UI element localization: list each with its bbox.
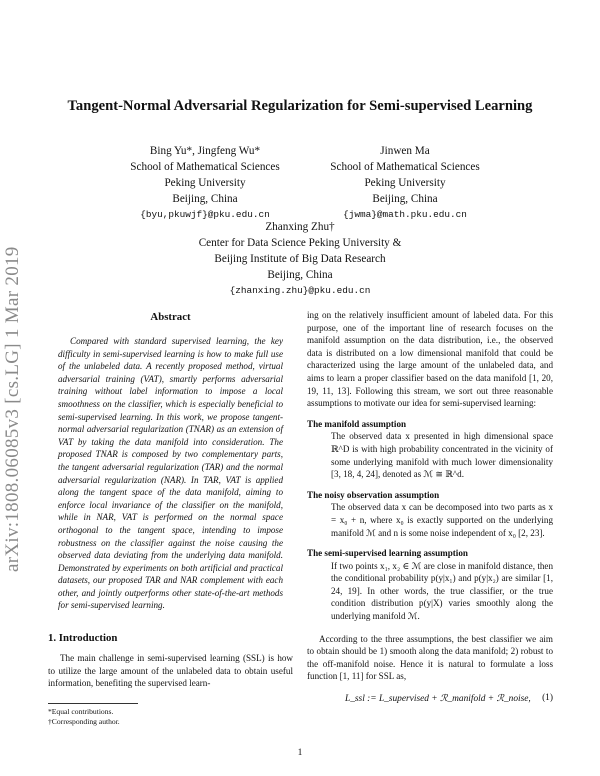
footnote-equal-contribution: *Equal contributions.: [48, 707, 114, 716]
author-name: Bing Yu*, Jingfeng Wu*: [149, 145, 261, 157]
body-paragraph: ing on the relatively insufficient amount of labeled data. For this purpose, one of the important line of research focuses on the manifold assumption on the data distribution, i.e., the observed data is distributed on a low dimensional manifold that could be characterized using the large amount of the unlabeled data, and aims to learn a proper classifier based on the data manifold [1, 20, 19, 11, 13]. Following this stream, we sort out three reasonable assumptions to motivate our idea for semi-supervised learning:: [307, 310, 553, 409]
author-email: {byu,pkuwjf}@pku.edu.cn: [140, 209, 270, 220]
assumption-text: The observed data x presented in high dimensional space ℝ^D is with high probability concentrated in the vicinity of some underlying manifold with much lower dimensionality [3, 18, 4, 24], denoted as ℳ ≅ ℝ^d.: [331, 431, 553, 480]
equation-number: (1): [542, 693, 553, 704]
equation-1: [307, 691, 553, 709]
introduction-heading: 1. Introduction: [48, 632, 118, 645]
assumption-noisy-observation: [307, 489, 553, 539]
body-paragraph: According to the three assumptions, the best classifier we aim to obtain should be 1) smooth along the data manifold; 2) robust to the off-manifold noise. Hence it is natural to formulate a loss function [1, 11] for SSL as,: [307, 633, 553, 682]
author-affiliation: School of Mathematical Sciences: [130, 161, 280, 173]
assumption-text: The observed data x can be decomposed into two parts as x = x₀ + n, where x₀ is exactly supported on the underlying manifold ℳ and n is some noise independent of x₀ [2, 23].: [331, 502, 553, 538]
footnote-corresponding-author: †Corresponding author.: [48, 717, 120, 726]
author-name: Jinwen Ma: [380, 145, 430, 157]
footnotes: [48, 703, 293, 727]
author-email: {zhanxing.zhu}@pku.edu.cn: [229, 285, 371, 296]
equation-body: L_ssl := L_supervised + ℛ_manifold + ℛ_noise,: [345, 694, 531, 705]
author-name: Zhanxing Zhu†: [265, 221, 335, 233]
abstract-text: Compared with standard supervised learning, the key difficulty in semi-supervised learning is how to make full use of the unlabeled data. A recently proposed method, virtual adversarial training (VAT), smartly performs adversarial training without label information to impose a local smoothness on the classifier, which is especially beneficial to semi-supervised learning. In this work, we propose tangent-normal adversarial regularization (TNAR) as an extension of VAT by taking the data manifold into consideration. The proposed TNAR is composed by two complementary parts, the tangent adversarial regularization (TAR) and the normal adversarial regularization (NAR). In TAR, VAT is applied along the tangent space of the data manifold, aiming to enforce local invariance of the classifier on the manifold, while in NAR, VAT is performed on the normal space orthogonal to the tangent space, intending to impose robustness on the classifier against the noise causing the observed data deviating from the underlying data manifold. Demonstrated by experiments on both artificial and practical datasets, our proposed TAR and NAR complement with each other, and jointly outperforms other state-of-the-art methods for semi-supervised learning.: [58, 336, 283, 611]
assumption-semi-supervised: [307, 547, 553, 623]
assumption-title: The manifold assumption: [307, 418, 407, 429]
author-email: {jwma}@math.pku.edu.cn: [343, 209, 467, 220]
author-city: Beijing, China: [267, 269, 333, 281]
assumption-title: The semi-supervised learning assumption: [307, 548, 468, 559]
author-university: Beijing Institute of Big Data Research: [214, 253, 386, 265]
author-university: Peking University: [364, 177, 446, 189]
left-column: [48, 311, 293, 690]
introduction-text: The main challenge in semi-supervised learning (SSL) is how to utilize the large amount of the unlabeled data to obtain useful information, benefiting the supervised learn-: [48, 653, 293, 689]
right-column: [307, 309, 553, 709]
author-block-2: [290, 143, 520, 223]
abstract-heading: Abstract: [150, 311, 191, 323]
author-city: Beijing, China: [172, 193, 238, 205]
author-block-3: [150, 219, 450, 299]
arxiv-identifier: arXiv:1808.06085v3 [cs.LG] 1 Mar 2019: [2, 246, 23, 572]
author-affiliation: School of Mathematical Sciences: [330, 161, 480, 173]
page-number: 1: [297, 748, 303, 758]
paper-title: Tangent-Normal Adversarial Regularization for Semi-supervised Learning: [67, 98, 533, 114]
author-block-1: [100, 143, 310, 223]
author-affiliation: Center for Data Science Peking University &: [198, 237, 402, 249]
author-university: Peking University: [164, 177, 246, 189]
assumption-text: If two points x₁, x₂ ∈ ℳ are close in manifold distance, then the conditional probability p(y|x₁) and p(y|x₂) are similar [1, 24, 19]. In other words, the true classifier, or the true condition distribution p(y|X) varies smoothly along the underlying manifold ℳ.: [331, 560, 553, 622]
author-city: Beijing, China: [372, 193, 438, 205]
assumption-manifold: [307, 418, 553, 481]
footnote-rule: [48, 703, 138, 704]
assumption-title: The noisy observation assumption: [307, 489, 440, 500]
